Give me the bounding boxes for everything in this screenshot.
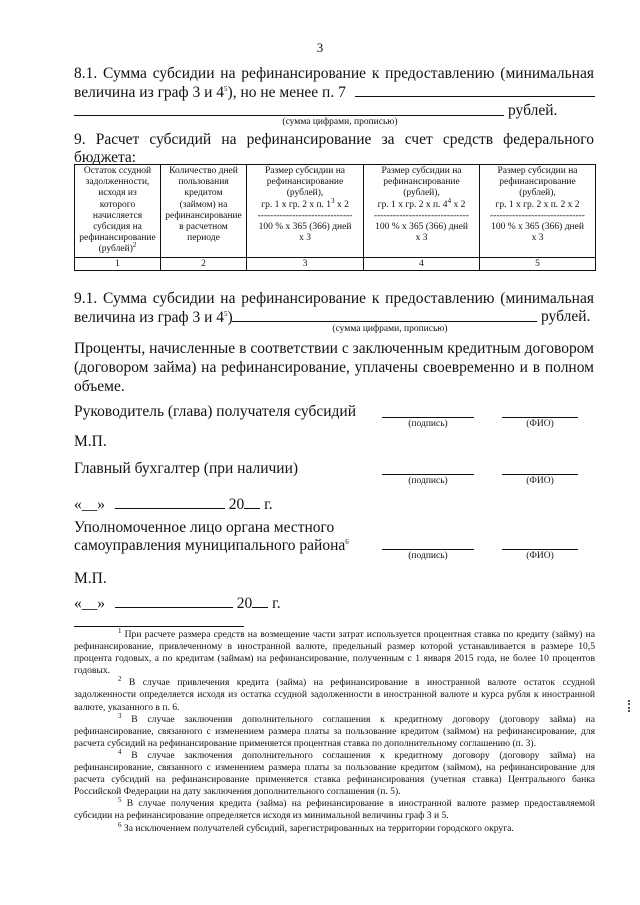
col-number: 2 bbox=[161, 257, 247, 270]
authorized-signature-line[interactable] bbox=[382, 549, 474, 550]
col-number: 1 bbox=[75, 257, 161, 270]
footnote-1: $^1$ При расчете размера средств на возмещение части затрат используется процентная ставка по кредиту (займу) на рефинансирование, привлеченному в иностранной валюте, предельный размер которой устанавливается в размере 10,5 процента годовых, а по кредитам (займам) на рефинансирование, полученным с 1 января 2015 года, не более 10 процентов годовых. bbox=[74, 626, 595, 677]
footnote-ref-6: 6 bbox=[345, 537, 349, 546]
col-number: 4 bbox=[364, 257, 480, 270]
section-9-1-line2: величина из граф 3 и $4^5$) bbox=[74, 309, 233, 326]
footnotes bbox=[74, 626, 595, 835]
date-year-line[interactable] bbox=[244, 495, 260, 509]
footnote-separator bbox=[74, 626, 244, 627]
col-header-subsidy-3: Размер субсидии на рефинансирование (рублей), гр. 1 x гр. 2 x п. $1^3$ x 2 ------------------------------ 100 % x 365 (366) дней x 3 bbox=[247, 165, 364, 258]
col-number: 5 bbox=[480, 257, 596, 270]
footnote-4: $^4$ В случае заключения дополнительного соглашения к кредитному договору (договору займа) на рефинансирование, связанного с изменением размера платы за пользование кредитом (займом), на рефинансирование для расчета субсидий на рефинансирование применяется ставка рефинансирования (учетная ставка) Центрального банка Российской Федерации на дату заключения дополнительного соглашения (п. 5). bbox=[74, 747, 595, 798]
footnote-ref-5: 5 bbox=[224, 309, 228, 318]
col-header-subsidy-4: Размер субсидии на рефинансирование (рублей), гр. 1 x гр. 2 x п. $4^4$ x 2 ------------------------------ 100 % x 365 (366) дней x 3 bbox=[364, 165, 480, 258]
col-header-days: Количество дней пользования кредитом (займом) на рефинансирование в расчетном периоде bbox=[161, 165, 247, 258]
signature-caption: (подпись) bbox=[408, 476, 448, 486]
date-month-line[interactable] bbox=[115, 594, 233, 608]
caption-sum-9-1: (сумма цифрами, прописью) bbox=[332, 324, 448, 334]
section-8-1-line2 bbox=[74, 83, 594, 102]
head-fio-line[interactable] bbox=[502, 417, 578, 418]
date-month-line[interactable] bbox=[115, 495, 225, 509]
authorized-fio-line[interactable] bbox=[502, 549, 578, 550]
stamp-label-2: М.П. bbox=[74, 570, 107, 587]
col-header-subsidy-5: Размер субсидии на рефинансирование (рублей), гр. 1 x гр. 2 x п. 2 x 2 ------------------------------ 100 % x 365 (366) дней x 3 bbox=[480, 165, 596, 258]
scan-mark bbox=[628, 700, 630, 712]
amount-line-9-1[interactable] bbox=[232, 321, 537, 322]
signature-caption: (подпись) bbox=[408, 551, 448, 561]
footnote-5: $^5$ В случае получения кредита (займа) на рефинансирование в иностранной валюте размер предоставляемой субсидии на рефинансирование определяется исходя из минимальной величины граф 3 и 5. bbox=[74, 796, 595, 822]
rubles-label-8-1: рублей. bbox=[508, 102, 558, 119]
section-8-1-line1: 8.1. Сумма субсидии на рефинансирование к предоставлению (минимальная bbox=[74, 65, 594, 82]
section-9-line2: бюджета: bbox=[74, 149, 137, 166]
fio-caption: (ФИО) bbox=[526, 419, 554, 429]
date-day[interactable]: «__» bbox=[74, 496, 105, 513]
page-number: 3 bbox=[316, 40, 324, 55]
table-header-row bbox=[75, 165, 596, 258]
date-day[interactable]: «__» bbox=[74, 595, 105, 612]
date-year: 20 bbox=[228, 496, 245, 513]
subsidy-table bbox=[74, 164, 596, 271]
rubles-label-9-1: рублей. bbox=[541, 308, 591, 325]
date-field-2 bbox=[74, 594, 281, 613]
section-8-1-text: величина из граф 3 и 4 bbox=[74, 84, 225, 101]
date-year-line[interactable] bbox=[252, 594, 268, 608]
accountant-fio-line[interactable] bbox=[502, 474, 578, 475]
section-9-1-line1: 9.1. Сумма субсидии на рефинансирование к предоставлению (минимальная bbox=[74, 290, 594, 307]
caption-sum-8-1: (сумма цифрами, прописью) bbox=[282, 117, 398, 127]
date-suffix: г. bbox=[272, 595, 281, 612]
table-number-row bbox=[75, 257, 596, 270]
date-suffix: г. bbox=[264, 496, 273, 513]
date-year: 20 bbox=[236, 595, 253, 612]
accountant-signature-line[interactable] bbox=[382, 474, 474, 475]
signature-caption: (подпись) bbox=[408, 419, 448, 429]
stamp-label: М.П. bbox=[74, 433, 107, 450]
date-field-1 bbox=[74, 495, 273, 514]
authorized-line1: Уполномоченное лицо органа местного bbox=[74, 519, 335, 536]
amount-line-8-1b[interactable] bbox=[74, 115, 504, 116]
fio-caption: (ФИО) bbox=[526, 551, 554, 561]
footnote-3: $^3$ В случае заключения дополнительного соглашения к кредитному договору (договору займа) на рефинансирование, связанного с изменением размера платы за пользование кредитом (займом) на рефинансирование, для расчета субсидий на рефинансирование применяется процентная ставка по дополнительному соглашению (п. 3). bbox=[74, 711, 595, 749]
footnote-ref-5: 5 bbox=[224, 84, 228, 93]
accountant-label: Главный бухгалтер (при наличии) bbox=[74, 460, 299, 477]
interest-line1: Проценты, начисленные в соответствии с заключенным кредитным договором bbox=[74, 340, 594, 357]
interest-line3: объеме. bbox=[74, 378, 125, 395]
footnote-6: $^6$ За исключением получателей субсидий, зарегистрированных на территории городского округа. bbox=[118, 820, 514, 834]
footnote-2: $^2$ В случае привлечения кредита (займа) на рефинансирование в иностранной валюте остаток ссудной задолженности определяется исходя из остатка ссудной задолженности в иностранной валюте и курса рубля к иностранной валюте, указанного в п. 6. bbox=[74, 675, 595, 713]
fio-caption: (ФИО) bbox=[526, 476, 554, 486]
section-8-1-text-post: ), но не менее п. 7 bbox=[227, 84, 346, 101]
interest-line2: (договором займа) на рефинансирование, уплачены своевременно и в полном bbox=[74, 359, 594, 376]
col-header-loan-balance: Остаток ссудной задолженности, исходя из которого начисляется субсидия на рефинансирование (рублей)$^2$ bbox=[75, 165, 161, 258]
section-9-line1: 9. Расчет субсидий на рефинансирование за счет средств федерального bbox=[74, 131, 594, 148]
col-number: 3 bbox=[247, 257, 364, 270]
head-signature-line[interactable] bbox=[382, 417, 474, 418]
authorized-line2: самоуправления муниципального района$^6$ bbox=[74, 537, 349, 554]
amount-line-8-1a[interactable] bbox=[355, 96, 595, 97]
head-label: Руководитель (глава) получателя субсидий bbox=[74, 403, 357, 420]
